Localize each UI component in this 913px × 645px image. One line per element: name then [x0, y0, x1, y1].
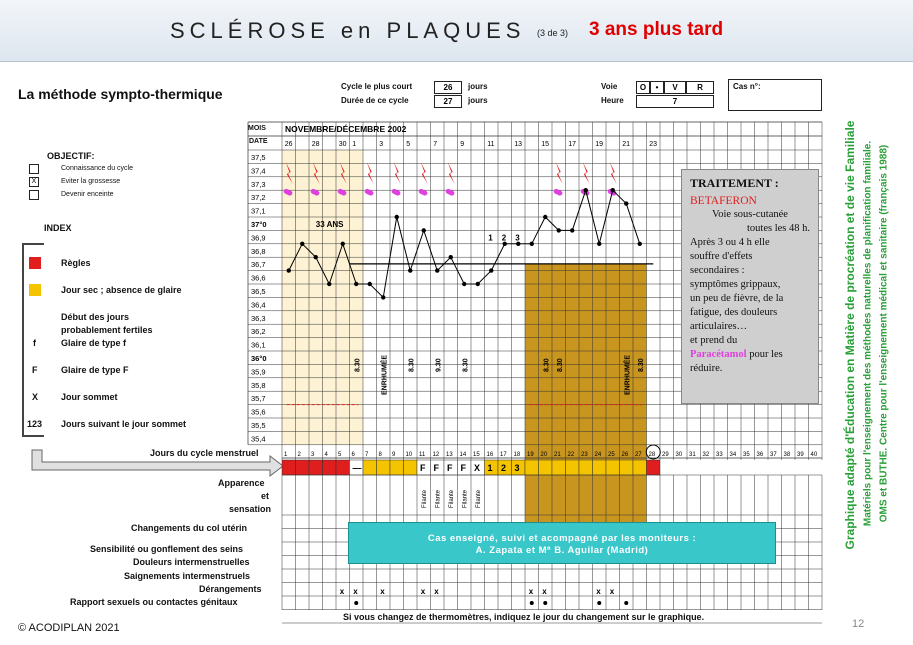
- derangement-mark: x: [434, 587, 439, 596]
- mucus-cell: [525, 460, 539, 475]
- thermometer-note: Si vous changez de thermomètres, indiquez le jour du changement sur le graphique.: [343, 612, 705, 622]
- filante-label: Filante: [435, 489, 442, 508]
- filante-label: Filante: [462, 489, 469, 508]
- moniteurs-box: [348, 522, 776, 564]
- derangement-mark: x: [353, 587, 358, 596]
- derangement-mark: x: [596, 587, 601, 596]
- cycle-day-number: 3: [311, 452, 315, 458]
- slide-highlight: 3 ans plus tard: [589, 19, 724, 40]
- date-tick: 13: [514, 141, 523, 148]
- rapport-dot: [354, 601, 358, 605]
- y-tick: 35,7: [251, 394, 266, 404]
- temperature-point: [327, 282, 331, 286]
- temperature-point: [408, 268, 412, 272]
- objective-item-3: Devenir enceinte: [61, 191, 114, 198]
- derangement-mark: x: [609, 587, 615, 596]
- cycle-day-number: 37: [770, 452, 777, 458]
- treatment-box: [681, 169, 819, 404]
- cycle-day-number: 1: [284, 452, 288, 458]
- y-tick: 37,5: [251, 153, 266, 162]
- injection-icon: [610, 162, 617, 184]
- date-tick: 1: [352, 141, 357, 148]
- temperature-point: [368, 282, 372, 286]
- temperature-point: [449, 255, 453, 259]
- filante-label: Filante: [421, 489, 428, 508]
- month-label: NOVEMBRE/DÉCEMBRE 2002: [285, 124, 407, 134]
- legend-F-symbol: F: [32, 365, 38, 375]
- y-tick: 37,3: [251, 179, 266, 189]
- y-tick: 36,2: [251, 327, 266, 337]
- cycle-day-number: 4: [324, 452, 328, 458]
- derangements-label: Dérangements: [199, 584, 262, 594]
- y-tick: 37,2: [251, 193, 266, 203]
- route-oral: O: [636, 81, 650, 94]
- y-tick: 36,3: [251, 313, 266, 323]
- sensation-label: sensation: [229, 504, 272, 514]
- cycle-day-number: 39: [797, 452, 804, 458]
- legend-123-symbol: 123: [27, 419, 43, 429]
- et-label: et: [261, 491, 270, 501]
- age-note: 33 ANS: [315, 220, 344, 229]
- cycle-day-number: 40: [810, 452, 818, 458]
- mucus-symbol: —: [352, 463, 362, 473]
- mucus-symbol: F: [460, 463, 466, 473]
- post-peak-label: 2: [501, 233, 507, 243]
- cycle-day-number: 22: [567, 452, 575, 458]
- y-tick: 35,5: [251, 421, 266, 430]
- cycle-day-number: 29: [662, 452, 669, 458]
- date-tick: 21: [622, 141, 631, 148]
- mucus-cell: [633, 460, 647, 475]
- paracetamol-pill-icon: [391, 188, 401, 196]
- treatment-line-1: Voie sous-cutanée: [712, 209, 788, 220]
- time-note: 8.30: [637, 358, 645, 372]
- temperature-point: [314, 255, 318, 259]
- days-label: Jours du cycle menstruel: [150, 448, 259, 458]
- page-number: 12: [852, 618, 865, 630]
- legend-jours-suivant: Jours suivant le jour sommet: [61, 419, 187, 429]
- mucus-symbol: 2: [501, 463, 507, 473]
- treatment-line-7: un peu de fièvre, de la: [690, 293, 784, 304]
- enrhumee-note: ENRHUMÉE: [381, 354, 389, 395]
- treatment-last2: réduire.: [690, 363, 723, 374]
- y-tick: 35,8: [251, 380, 266, 390]
- date-tick: 5: [406, 141, 411, 148]
- col-label: Changements du col utérin: [131, 523, 248, 533]
- cycle-day-number: 11: [419, 452, 426, 458]
- objective-item-1: Connaissance du cycle: [61, 165, 133, 172]
- mucus-cell: [309, 460, 323, 475]
- mucus-symbol: 3: [514, 463, 520, 473]
- time-note: 8.30: [354, 358, 362, 372]
- treatment-line-2: toutes les 48 h.: [747, 223, 810, 234]
- injection-icon: [556, 162, 563, 184]
- enrhumee-note: ENRHUMÉE: [624, 354, 632, 395]
- cycle-day-number: 34: [729, 452, 737, 458]
- temperature-point: [584, 188, 588, 192]
- route-selected: •: [650, 81, 664, 94]
- temperature-point: [381, 295, 385, 299]
- hour-value: 7: [636, 95, 714, 108]
- y-tick: 37,1: [251, 206, 266, 216]
- temperature-point: [287, 268, 291, 272]
- injection-icon: [448, 162, 455, 184]
- cycle-day-number: 33: [716, 452, 723, 458]
- y-tick: 36,6: [251, 273, 266, 283]
- mucus-symbol: X: [474, 463, 481, 473]
- y-tick: 36°0: [251, 354, 267, 363]
- cycle-day-number: 15: [473, 452, 480, 458]
- temperature-point: [422, 228, 426, 232]
- time-note: 8.30: [408, 358, 416, 372]
- saignements-label: Saignements intermenstruels: [124, 571, 251, 581]
- mucus-cell: [282, 460, 296, 475]
- mucus-cell: [296, 460, 310, 475]
- paracetamol-pill-icon: [445, 188, 455, 196]
- cycle-day-number: 31: [689, 452, 696, 458]
- mucus-symbol: F: [433, 463, 439, 473]
- rapport-dot: [597, 601, 601, 605]
- mucus-cell: [552, 460, 566, 475]
- y-tick: 36,5: [251, 287, 266, 296]
- legend-debut-fertiles: Début des jours probablement fertiles: [61, 312, 153, 335]
- date-tick: 19: [595, 141, 604, 148]
- cycle-day-number: 17: [500, 452, 507, 458]
- paracetamol-pill-icon: [364, 188, 374, 196]
- legend-jour-sommet: Jour sommet: [61, 392, 118, 402]
- cycle-day-number: 8: [378, 452, 382, 458]
- legend-X-symbol: X: [32, 392, 39, 402]
- mucus-symbol: F: [447, 463, 453, 473]
- treatment-line-6: symptômes grippaux,: [690, 279, 781, 290]
- y-tick: 37°0: [251, 220, 267, 229]
- case-label: Cas n°:: [733, 82, 761, 91]
- cycle-day-number: 23: [581, 452, 588, 458]
- post-peak-label: 3: [515, 233, 520, 243]
- treatment-last: pour les: [749, 349, 783, 360]
- mucus-cell: [539, 460, 553, 475]
- shortest-cycle-value: 26: [434, 81, 462, 94]
- cycle-duration-unit: jours: [468, 96, 488, 105]
- derangement-mark: x: [380, 587, 385, 596]
- treatment-drug: BETAFERON: [690, 195, 757, 207]
- mucus-cell: [363, 460, 377, 475]
- mucus-cell: [336, 460, 350, 475]
- side-text-3: OMS et BUTHE. Centre pour l'enseignement médical et sanitaire (français 1988): [878, 144, 890, 523]
- y-tick: 37,4: [251, 166, 266, 176]
- cycle-day-number: 19: [527, 452, 534, 458]
- mucus-cell: [620, 460, 634, 475]
- side-text-1: Graphique adapté d'Éducation en Matière de procréation et de vie Familiale: [843, 120, 857, 550]
- cycle-day-number: 26: [621, 452, 629, 458]
- side-text-2: Matériels pour l'enseignement des méthodes naturelles de planification familiale.: [862, 140, 874, 527]
- moniteurs-line-1: Cas enseigné, suivi et acompagné par les moniteurs :: [427, 533, 697, 544]
- injection-icon: [394, 162, 401, 184]
- mois-label: MOIS: [248, 125, 266, 132]
- date-tick: 7: [433, 141, 438, 148]
- y-tick: 36,4: [251, 300, 266, 310]
- treatment-line-9: articulaires…: [690, 321, 748, 332]
- cycle-day-number: 10: [405, 452, 413, 458]
- mucus-symbol: 1: [487, 463, 493, 473]
- cycle-day-number: 36: [756, 452, 764, 458]
- route-label: Voie: [601, 82, 618, 91]
- derangement-mark: x: [528, 587, 534, 596]
- route-rectal: R: [686, 81, 714, 94]
- legend-glaire-F: Glaire de type F: [61, 365, 129, 375]
- mucus-cell: [390, 460, 404, 475]
- date-tick: 9: [460, 141, 465, 148]
- temperature-point: [611, 188, 615, 192]
- y-tick: 36,7: [251, 260, 266, 270]
- derangement-mark: x: [542, 587, 547, 596]
- apparence-label: Apparence: [218, 478, 265, 488]
- cycle-day-number: 13: [446, 452, 453, 458]
- method-title: La méthode sympto-thermique: [18, 86, 223, 102]
- mucus-cell: [377, 460, 391, 475]
- date-tick: 17: [568, 141, 577, 148]
- filante-label: Filante: [448, 489, 455, 508]
- objective-checkbox-2: X: [29, 177, 39, 187]
- temperature-point: [462, 282, 466, 286]
- injection-icon: [367, 162, 374, 184]
- paracetamol-pill-icon: [418, 188, 428, 196]
- legend-glaire-f: Glaire de type f: [61, 338, 127, 348]
- cycle-duration-value: 27: [434, 95, 462, 108]
- rapport-dot: [543, 601, 547, 605]
- date-tick: 26: [284, 141, 293, 148]
- y-tick: 35,6: [251, 407, 266, 417]
- date-tick: 15: [541, 141, 550, 148]
- cycle-day-number: 24: [594, 452, 602, 458]
- date-label: DATE: [249, 138, 268, 145]
- mucus-cell: [323, 460, 337, 475]
- route-vaginal: V: [664, 81, 686, 94]
- temperature-point: [354, 282, 358, 286]
- cycle-day-number: 21: [554, 452, 561, 458]
- derangement-mark: x: [339, 587, 345, 596]
- cycle-day-number: 2: [297, 452, 301, 458]
- y-tick: 35,9: [251, 367, 266, 377]
- date-tick: 3: [379, 141, 384, 148]
- temperature-point: [597, 242, 601, 246]
- cycle-day-number: 28: [648, 452, 656, 458]
- cycle-day-number: 18: [513, 452, 521, 458]
- index-title: INDEX: [44, 223, 72, 233]
- time-note: 8.30: [543, 358, 551, 372]
- mucus-cell: [647, 460, 661, 475]
- cycle-day-number: 14: [459, 452, 467, 458]
- objective-item-2: Eviter la grossesse: [61, 178, 121, 185]
- slide-title: SCLÉROSE en PLAQUES: [170, 18, 526, 43]
- legend-regles: Règles: [61, 258, 91, 268]
- mucus-cell: [606, 460, 620, 475]
- douleurs-label: Douleurs intermenstruelles: [133, 557, 250, 567]
- injection-icon: [583, 162, 590, 184]
- cycle-day-number: 16: [486, 452, 494, 458]
- mucus-cell: [566, 460, 580, 475]
- treatment-paracetamol: Paracétamol: [690, 349, 747, 360]
- cycle-day-number: 6: [351, 452, 355, 458]
- derangement-mark: x: [420, 587, 426, 596]
- slide-subtitle: (3 de 3): [537, 28, 569, 38]
- y-tick: 36,8: [251, 246, 266, 256]
- cycle-day-number: 30: [675, 452, 683, 458]
- cycle-day-number: 12: [432, 452, 440, 458]
- mucus-cell: [404, 460, 418, 475]
- cycle-day-number: 7: [365, 452, 369, 458]
- date-tick: 23: [649, 141, 658, 148]
- cycle-day-number: 9: [392, 452, 396, 458]
- shortest-cycle-label: Cycle le plus court: [341, 82, 413, 91]
- moniteurs-line-2: A. Zapata et Mª B. Aguilar (Madrid): [475, 545, 649, 556]
- date-tick: 28: [311, 141, 320, 148]
- y-tick: 36,1: [251, 340, 266, 350]
- temperature-point: [300, 242, 304, 246]
- temperature-point: [530, 242, 534, 246]
- legend-f-symbol: f: [33, 338, 36, 348]
- filante-label: Filante: [475, 489, 482, 508]
- rapport-dot: [530, 601, 534, 605]
- cycle-duration-label: Durée de ce cycle: [341, 96, 409, 105]
- shortest-cycle-unit: jours: [468, 82, 488, 91]
- temperature-point: [341, 242, 345, 246]
- fertile-phase-2: [525, 264, 647, 552]
- temperature-point: [557, 228, 561, 232]
- treatment-title: TRAITEMENT :: [690, 176, 779, 190]
- hour-label: Heure: [601, 96, 624, 105]
- mucus-cell: [593, 460, 607, 475]
- legend-jour-sec: Jour sec ; absence de glaire: [61, 285, 182, 295]
- treatment-line-8: fatigue, des douleurs: [690, 307, 778, 318]
- cycle-day-number: 38: [783, 452, 791, 458]
- cycle-day-number: 27: [635, 452, 642, 458]
- rapport-label: Rapport sexuels ou contactes génitaux: [70, 597, 238, 607]
- temperature-point: [570, 228, 574, 232]
- injection-icon: [421, 162, 428, 184]
- temperature-point: [395, 215, 399, 219]
- temperature-point: [435, 268, 439, 272]
- mucus-symbol: F: [420, 463, 426, 473]
- time-note: 8.30: [462, 358, 470, 372]
- temperature-point: [489, 268, 493, 272]
- date-tick: 11: [487, 141, 495, 148]
- objective-title: OBJECTIF:: [47, 151, 95, 161]
- cycle-day-number: 32: [702, 452, 710, 458]
- time-note: 9.30: [435, 358, 443, 372]
- treatment-line-4: souffre d'effets: [690, 251, 753, 262]
- cycle-day-number: 20: [540, 452, 548, 458]
- temperature-point: [476, 282, 480, 286]
- paracetamol-pill-icon: [553, 188, 563, 196]
- cycle-day-number: 35: [743, 452, 750, 458]
- date-tick: 30: [338, 141, 347, 148]
- treatment-line-10: et prend du: [690, 335, 738, 346]
- treatment-line-5: secondaires :: [690, 265, 745, 276]
- copyright: © ACODIPLAN 2021: [18, 622, 120, 634]
- cycle-day-number: 25: [608, 452, 615, 458]
- y-tick: 35,4: [251, 434, 266, 444]
- y-tick: 36,9: [251, 233, 266, 243]
- temperature-point: [638, 242, 642, 246]
- sensibilite-label: Sensibilité ou gonflement des seins: [90, 544, 244, 554]
- mucus-cell: [579, 460, 593, 475]
- rapport-dot: [624, 601, 628, 605]
- post-peak-label: 1: [488, 233, 493, 243]
- temperature-point: [543, 215, 547, 219]
- temperature-point: [624, 201, 628, 205]
- time-note: 8.30: [556, 358, 564, 372]
- cycle-day-number: 5: [338, 452, 342, 458]
- treatment-line-3: Après 3 ou 4 h elle: [690, 237, 770, 248]
